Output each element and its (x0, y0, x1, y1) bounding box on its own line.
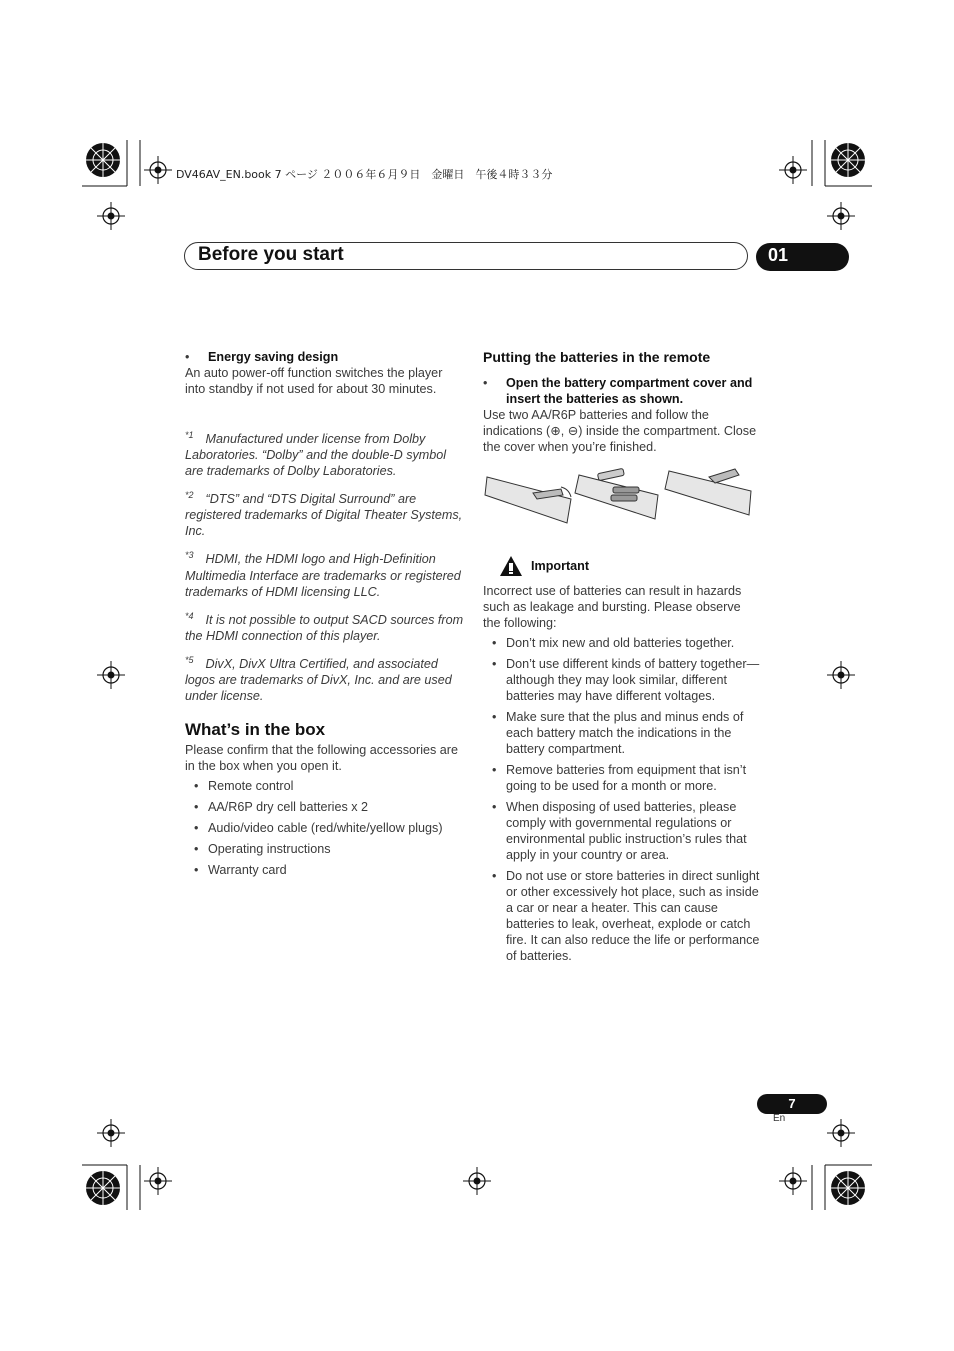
list-item: • Operating instructions (185, 841, 465, 857)
footnote: $^{*2}$ “DTS” and “DTS Digital Surround” are registered trademarks of Digital Theater Systems, Inc. (185, 490, 463, 539)
page-title: Before you start (198, 244, 344, 265)
list-item: • Remote control (185, 778, 465, 794)
box-intro: Please confirm that the following accessories are in the box when you open it. (185, 742, 458, 773)
footnote: $^{*3}$ HDMI, the HDMI logo and High-Definition Multimedia Interface are trademarks or registered trademarks of HDMI licensing LLC. (185, 550, 461, 599)
battery-step: • Open the battery compartment cover and insert the batteries as shown. (483, 376, 753, 406)
registration-star-mark (86, 1171, 120, 1205)
list-item: • AA/R6P dry cell batteries x 2 (185, 799, 465, 815)
right-column (483, 349, 761, 969)
list-item: • Don’t use different kinds of battery together—although they may look similar, different batteries may have different voltages. (483, 656, 761, 704)
list-item: • Do not use or store batteries in direct sunlight or other excessively hot place, such as inside a car or near a heater. This can cause batteries to leak, overheat, explode or catch fire. It can also reduce the life or performance of batteries. (483, 868, 761, 964)
footnote: $^{*5}$ DivX, DivX Ultra Certified, and associated logos are trademarks of DivX, Inc. and are used under license. (185, 654, 452, 703)
footnote: $^{*1}$ Manufactured under license from Dolby Laboratories. “Dolby” and the double-D symbol are trademarks of Dolby Laboratories. (185, 430, 447, 479)
left-column (185, 349, 465, 883)
warning-hand-icon (499, 555, 523, 577)
registration-cross-mark (144, 156, 172, 184)
page-language: En (773, 1113, 786, 1124)
footnote: $^{*4}$ It is not possible to output SACD sources from the HDMI connection of this player. (185, 610, 464, 643)
energy-saving-heading: • Energy saving design (185, 350, 339, 364)
registration-cross-mark (144, 1167, 172, 1195)
registration-star-mark (831, 1171, 865, 1205)
registration-cross-mark (779, 156, 807, 184)
important-list (483, 635, 761, 964)
registration-star-mark (86, 143, 120, 177)
registration-cross-mark (97, 661, 125, 689)
page-number: 7 (757, 1094, 827, 1114)
footnotes (185, 427, 465, 704)
registration-cross-mark (463, 1167, 491, 1195)
chapter-number: 01 (756, 243, 849, 271)
whats-in-the-box-heading: What’s in the box (185, 719, 326, 739)
registration-cross-mark (779, 1167, 807, 1195)
battery-insertion-illustration (483, 465, 758, 535)
important-heading: Important (483, 555, 761, 577)
registration-cross-mark (827, 1119, 855, 1147)
list-item: • Don’t mix new and old batteries together. (483, 635, 761, 651)
list-item: • When disposing of used batteries, please comply with governmental regulations or environmental public instruction’s rules that apply in your country or area. (483, 799, 761, 863)
registration-cross-mark (827, 661, 855, 689)
registration-star-mark (831, 143, 865, 177)
energy-saving-text: An auto power-off function switches the player into standby if not used for about 30 minutes. (185, 366, 443, 396)
list-item: • Make sure that the plus and minus ends of each battery match the indications in the battery compartment. (483, 709, 761, 757)
important-intro: Incorrect use of batteries can result in hazards such as leakage and bursting. Please observe the following: (483, 584, 742, 630)
battery-step-text: Use two AA/R6P batteries and follow the indications (⊕, ⊖) inside the compartment. Close the cover when you’re finished. (483, 408, 757, 454)
list-item: • Remove batteries from equipment that isn’t going to be used for a month or more. (483, 762, 761, 794)
registration-cross-mark (827, 202, 855, 230)
registration-cross-mark (97, 202, 125, 230)
batteries-heading: Putting the batteries in the remote (483, 349, 711, 365)
print-info: DV46AV_EN.book 7 ページ ２００６年６月９日 金曜日 午後４時３３分 (176, 168, 553, 181)
list-item: • Warranty card (185, 862, 465, 878)
registration-cross-mark (97, 1119, 125, 1147)
box-contents-list (185, 778, 465, 878)
list-item: • Audio/video cable (red/white/yellow plugs) (185, 820, 465, 836)
important-block (483, 555, 761, 964)
